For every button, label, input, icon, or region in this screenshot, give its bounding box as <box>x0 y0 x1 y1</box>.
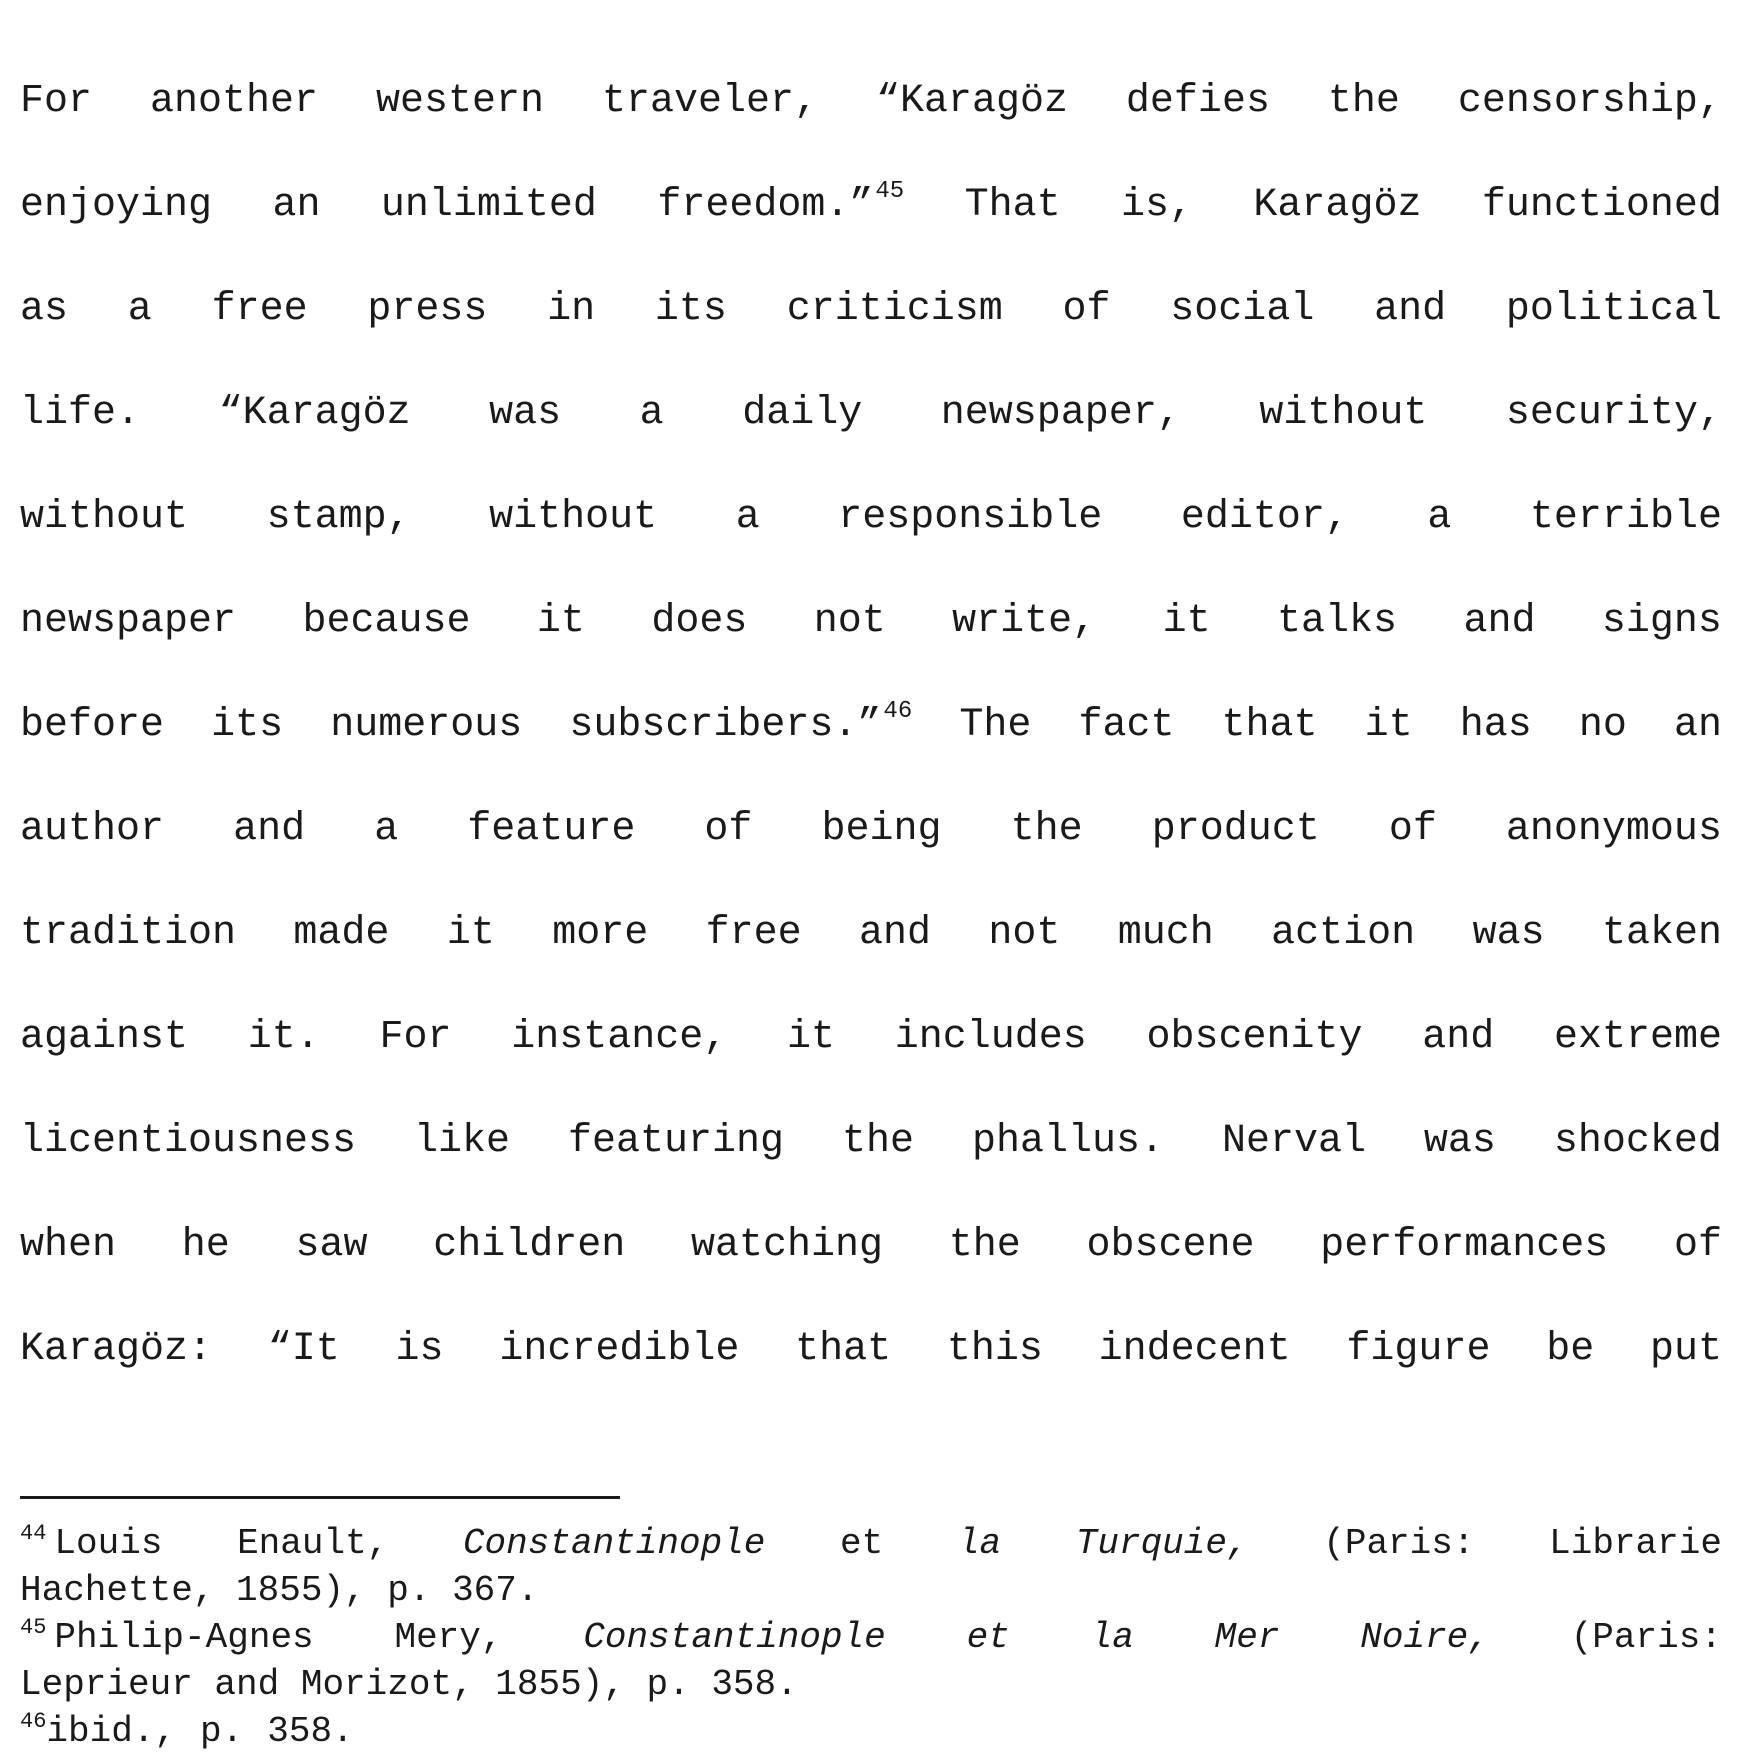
word: (Paris: <box>1570 1617 1722 1658</box>
word: as <box>20 287 69 332</box>
word: Mer <box>1214 1617 1280 1658</box>
word: saw <box>295 1223 368 1268</box>
word: and <box>1374 287 1447 332</box>
word: (Paris: <box>1323 1523 1475 1564</box>
footnote-44-continuation: Hachette, 1855), p. 367. <box>20 1570 539 1611</box>
word: instance, <box>511 1015 728 1060</box>
word: Constantinople <box>462 1523 766 1564</box>
word: defies <box>1125 79 1270 124</box>
word: its <box>654 287 727 332</box>
word: For <box>379 1015 452 1060</box>
word: it <box>786 1015 835 1060</box>
word: obscenity <box>1146 1015 1363 1060</box>
word: not <box>813 599 886 644</box>
word: Philip-Agnes <box>54 1617 314 1658</box>
word: unlimited <box>380 183 597 228</box>
word: of <box>704 807 753 852</box>
word: “Karagöz <box>875 79 1068 124</box>
footnote-separator <box>20 1496 620 1499</box>
footnote-45-line-2 <box>20 1661 1722 1708</box>
word: “It <box>267 1327 340 1372</box>
word: of <box>1062 287 1111 332</box>
text-line-10 <box>20 1006 1722 1110</box>
word: security, <box>1505 391 1722 436</box>
word: licentiousness <box>20 1119 357 1164</box>
text-line-7 <box>20 694 1722 798</box>
word: daily <box>742 391 863 436</box>
word-with-footnote <box>569 694 912 762</box>
word: that <box>795 1327 892 1372</box>
word: Constantinople <box>583 1617 886 1658</box>
word: was <box>489 391 562 436</box>
word: et <box>966 1617 1010 1658</box>
word: free <box>211 287 308 332</box>
word: action <box>1271 911 1416 956</box>
word: without <box>20 495 189 540</box>
word: Librarie <box>1549 1523 1722 1564</box>
text-line-1 <box>20 70 1722 174</box>
word: before <box>20 703 165 748</box>
word: Turquie, <box>1075 1523 1249 1564</box>
word: talks <box>1277 599 1398 644</box>
word: That <box>964 183 1061 228</box>
word: it <box>1364 703 1413 748</box>
word: performances <box>1320 1223 1609 1268</box>
word: For <box>20 79 93 124</box>
word: in <box>547 287 596 332</box>
word: a <box>1427 495 1452 540</box>
word: western <box>375 79 544 124</box>
word: newspaper <box>20 599 237 644</box>
footnote-44-line-1 <box>20 1520 1722 1567</box>
word: incredible <box>499 1327 740 1372</box>
word: this <box>946 1327 1043 1372</box>
word: functioned <box>1481 183 1722 228</box>
word: stamp, <box>266 495 411 540</box>
word: Nerval <box>1221 1119 1366 1164</box>
word: be <box>1546 1327 1595 1372</box>
word: fact <box>1078 703 1175 748</box>
word: another <box>149 79 318 124</box>
text-line-8 <box>20 798 1722 902</box>
text-line-13 <box>20 1318 1722 1422</box>
footnote-number-45: 45 <box>20 1615 47 1640</box>
text-line-6 <box>20 590 1722 694</box>
word: like <box>414 1119 511 1164</box>
word: obscene <box>1086 1223 1255 1268</box>
word: a <box>127 287 152 332</box>
word: taken <box>1601 911 1722 956</box>
word: Enault, <box>237 1523 389 1564</box>
word: a <box>639 391 664 436</box>
footnote-45-line-1 <box>20 1614 1722 1661</box>
word: the <box>841 1119 914 1164</box>
word: shocked <box>1553 1119 1722 1164</box>
word: la <box>957 1523 1002 1564</box>
word: and <box>858 911 931 956</box>
word: and <box>1422 1015 1495 1060</box>
text-line-4 <box>20 382 1722 486</box>
word: subscribers.” <box>569 703 882 748</box>
footnote-number-44: 44 <box>20 1521 47 1546</box>
word: phallus. <box>971 1119 1164 1164</box>
word: 358. <box>267 1711 354 1752</box>
word: et <box>840 1523 884 1564</box>
footnote-46-line-1 <box>20 1708 1722 1755</box>
word: censorship, <box>1457 79 1722 124</box>
word: it. <box>247 1015 320 1060</box>
word: Mery, <box>394 1617 503 1658</box>
word: watching <box>690 1223 883 1268</box>
body-text <box>20 70 1722 1422</box>
word: he <box>181 1223 230 1268</box>
word: indecent <box>1098 1327 1291 1372</box>
text-line-2 <box>20 174 1722 278</box>
word: is <box>395 1327 444 1372</box>
text-line-5 <box>20 486 1722 590</box>
word: numerous <box>330 703 523 748</box>
word: signs <box>1601 599 1722 644</box>
word: featuring <box>567 1119 785 1164</box>
word: no <box>1578 703 1627 748</box>
word: includes <box>894 1015 1087 1060</box>
text-line-3 <box>20 278 1722 382</box>
footnote-44-line-2 <box>20 1567 1722 1614</box>
word: p. <box>200 1711 244 1752</box>
text-line-11 <box>20 1110 1722 1214</box>
word: without <box>1259 391 1428 436</box>
word: feature <box>467 807 636 852</box>
word: Louis <box>54 1523 163 1564</box>
footnote-ref-46[interactable]: 46 <box>883 698 913 725</box>
word: Karagöz: <box>20 1327 213 1372</box>
word: The <box>959 703 1032 748</box>
word: extreme <box>1553 1015 1722 1060</box>
word: life. <box>20 391 141 436</box>
footnote-ref-45[interactable]: 45 <box>875 178 905 205</box>
word: the <box>1327 79 1400 124</box>
word: “Karagöz <box>218 391 411 436</box>
word: the <box>1010 807 1083 852</box>
word: a <box>374 807 399 852</box>
word: terrible <box>1529 495 1722 540</box>
word: Karagöz <box>1253 183 1422 228</box>
word: la <box>1090 1617 1134 1658</box>
word: ibid., <box>46 1711 177 1752</box>
word: when <box>20 1223 117 1268</box>
word: author <box>20 807 165 852</box>
word: an <box>1673 703 1722 748</box>
word: it <box>536 599 585 644</box>
word: Noire, <box>1360 1617 1490 1658</box>
word: made <box>293 911 390 956</box>
word: press <box>367 287 488 332</box>
word: and <box>233 807 306 852</box>
text-line-12 <box>20 1214 1722 1318</box>
word: and <box>1463 599 1536 644</box>
word-with-footnote <box>657 174 904 242</box>
word: product <box>1151 807 1320 852</box>
text-line-9 <box>20 902 1722 1006</box>
word: an <box>272 183 321 228</box>
word: tradition <box>20 911 237 956</box>
word: was <box>1472 911 1545 956</box>
word: figure <box>1346 1327 1491 1372</box>
word: children <box>433 1223 626 1268</box>
word: was <box>1423 1119 1496 1164</box>
word: anonymous <box>1505 807 1722 852</box>
word: has <box>1459 703 1532 748</box>
word: is, <box>1121 183 1194 228</box>
word: freedom.” <box>657 183 874 228</box>
word: the <box>948 1223 1021 1268</box>
word: social <box>1170 287 1315 332</box>
footnotes <box>20 1520 1722 1755</box>
word: its <box>211 703 284 748</box>
word: political <box>1505 287 1722 332</box>
word: newspaper, <box>940 391 1181 436</box>
word: not <box>988 911 1061 956</box>
word: put <box>1649 1327 1722 1372</box>
word: because <box>302 599 471 644</box>
word: free <box>705 911 802 956</box>
word: being <box>821 807 942 852</box>
word: of <box>1388 807 1437 852</box>
footnote-44-lead <box>20 1520 162 1571</box>
word: responsible <box>838 495 1103 540</box>
word: does <box>651 599 748 644</box>
footnote-45-lead <box>20 1614 314 1665</box>
word: enjoying <box>20 183 213 228</box>
word: traveler, <box>601 79 818 124</box>
word: that <box>1221 703 1318 748</box>
word: more <box>552 911 649 956</box>
word: criticism <box>786 287 1003 332</box>
word: a <box>735 495 760 540</box>
word: editor, <box>1180 495 1349 540</box>
word: much <box>1117 911 1214 956</box>
footnote-45-continuation: Leprieur and Morizot, 1855), p. 358. <box>20 1664 798 1705</box>
footnote-number-46: 46 <box>20 1709 47 1734</box>
word: without <box>489 495 658 540</box>
word: it <box>446 911 495 956</box>
word: it <box>1162 599 1211 644</box>
word: of <box>1673 1223 1722 1268</box>
word: against <box>20 1015 189 1060</box>
word: write, <box>952 599 1097 644</box>
